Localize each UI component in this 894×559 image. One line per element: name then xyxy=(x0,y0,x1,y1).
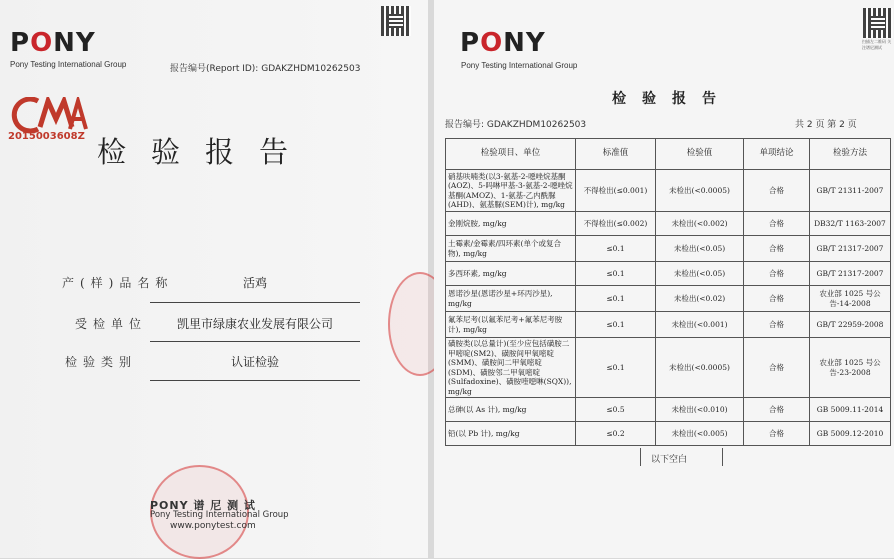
cma-text: CMA xyxy=(8,97,11,98)
page-info: 共 2 页 第 2 页 xyxy=(795,120,857,130)
table-header: 标准值 xyxy=(576,139,656,170)
table-cell: 合格 xyxy=(744,338,810,398)
table-header: 单项结论 xyxy=(744,139,810,170)
table-cell: ≤0.1 xyxy=(576,236,656,262)
table-cell: GB 5009.12-2010 xyxy=(810,422,891,446)
field-label-product: 产(样)品名称 xyxy=(62,276,174,290)
table-cell: 未检出(<0.05) xyxy=(656,236,744,262)
table-cell: 多西环素, mg/kg xyxy=(446,262,576,286)
table-cell: GB/T 21317-2007 xyxy=(810,262,891,286)
table-tail-divider xyxy=(722,448,723,466)
table-cell: 土霉素/金霉素/四环素(单个或复合物), mg/kg xyxy=(446,236,576,262)
table-cell: ≤0.1 xyxy=(576,262,656,286)
table-cell: 合格 xyxy=(744,212,810,236)
qr-code-icon xyxy=(381,6,411,36)
logo-subtitle: Pony Testing International Group xyxy=(461,61,578,70)
table-cell: GB/T 21317-2007 xyxy=(810,236,891,262)
table-row xyxy=(446,262,891,286)
qr-code-icon xyxy=(863,8,893,38)
table-cell: 未检出(<0.02) xyxy=(656,286,744,312)
table-cell: 未检出(<0.005) xyxy=(656,422,744,446)
footer-brand: PONY 谱 尼 测 试 xyxy=(150,499,256,512)
divider xyxy=(150,302,360,303)
blank-below-note: 以下空白 xyxy=(651,455,688,465)
table-row xyxy=(446,422,891,446)
table-row xyxy=(446,236,891,262)
table-row xyxy=(446,398,891,422)
report-title: 检验报告 xyxy=(97,135,314,169)
table-row xyxy=(446,170,891,212)
field-label-inspection-type: 检验类别 xyxy=(65,355,138,369)
pony-logo: PONY xyxy=(460,28,546,58)
table-header: 检验项目、单位 xyxy=(446,139,576,170)
table-cell: 未检出(<0.05) xyxy=(656,262,744,286)
table-row xyxy=(446,286,891,312)
table-cell: 未检出(<0.0005) xyxy=(656,338,744,398)
divider xyxy=(150,341,360,342)
table-cell: DB32/T 1163-2007 xyxy=(810,212,891,236)
table-header: 检验方法 xyxy=(810,139,891,170)
table-cell: ≤0.2 xyxy=(576,422,656,446)
report-id-line: 报告编号(Report ID): GDAKZHDM10262503 xyxy=(170,64,361,74)
table-cell: 合格 xyxy=(744,286,810,312)
table-cell: 不得检出(≤0.002) xyxy=(576,212,656,236)
table-header-row xyxy=(446,139,891,170)
report-title: 检验报告 xyxy=(612,91,732,107)
footer-url: www.ponytest.com xyxy=(170,521,256,531)
table-header: 检验值 xyxy=(656,139,744,170)
table-cell: 合格 xyxy=(744,422,810,446)
table-row xyxy=(446,338,891,398)
field-value-inspected-unit: 凯里市绿康农业发展有限公司 xyxy=(176,317,333,331)
table-cell: 氟苯尼考(以氟苯尼考+氟苯尼考胺计), mg/kg xyxy=(446,312,576,338)
table-row xyxy=(446,312,891,338)
table-cell: 恩诺沙星(恩诺沙星+环丙沙星), mg/kg xyxy=(446,286,576,312)
table-cell: 铅(以 Pb 计), mg/kg xyxy=(446,422,576,446)
table-cell: 合格 xyxy=(744,236,810,262)
table-tail-divider xyxy=(640,448,641,466)
table-cell: 磺胺类(以总量计)(至少应包括磺胺二甲嘧啶(SM2)、磺胺间甲氧嘧啶(SMM)、磺胺间二甲氧嘧啶(SDM)、磺胺邻二甲氧嘧啶(Sulfadoxine)、磺胺喹噁啉(SQX)), mg/kg xyxy=(446,338,576,398)
table-cell: GB/T 21311-2007 xyxy=(810,170,891,212)
table-cell: ≤0.1 xyxy=(576,338,656,398)
table-cell: 总砷(以 As 计), mg/kg xyxy=(446,398,576,422)
table-cell: 未检出(<0.001) xyxy=(656,312,744,338)
field-label-inspected-unit: 受检单位 xyxy=(75,317,148,331)
table-cell: 农业部 1025 号公告-14-2008 xyxy=(810,286,891,312)
table-cell: 未检出(<0.010) xyxy=(656,398,744,422)
logo-subtitle: Pony Testing International Group xyxy=(10,60,127,69)
table-cell: 金刚烷胺, mg/kg xyxy=(446,212,576,236)
table-cell: 不得检出(≤0.001) xyxy=(576,170,656,212)
results-table xyxy=(445,138,891,446)
table-cell: 合格 xyxy=(744,312,810,338)
report-id-line: 报告编号: GDAKZHDM10262503 xyxy=(445,120,587,130)
table-cell: 未检出(<0.0005) xyxy=(656,170,744,212)
qr-caption: 扫描左二维码 关注谱尼测试 xyxy=(862,39,892,50)
field-value-product: 活鸡 xyxy=(242,276,267,290)
table-cell: ≤0.1 xyxy=(576,312,656,338)
pony-logo: PONY xyxy=(10,28,96,58)
table-cell: 农业部 1025 号公告-23-2008 xyxy=(810,338,891,398)
table-cell: GB 5009.11-2014 xyxy=(810,398,891,422)
footer-group: Pony Testing International Group xyxy=(150,510,289,520)
cma-number: 2015003608Z xyxy=(8,131,85,142)
table-cell: 未检出(<0.002) xyxy=(656,212,744,236)
table-cell: 合格 xyxy=(744,262,810,286)
table-cell: 合格 xyxy=(744,170,810,212)
table-cell: GB/T 22959-2008 xyxy=(810,312,891,338)
table-cell: 合格 xyxy=(744,398,810,422)
table-cell: 硝基呋喃类(以3-氨基-2-噁唑烷基酮(AOZ)、5-吗啉甲基-3-氨基-2-噁唑烷基酮(AMOZ)、1-氨基-乙内酰脲(AHD)、氨基脲(SEM)计), mg/kg xyxy=(446,170,576,212)
divider xyxy=(150,380,360,381)
table-row xyxy=(446,212,891,236)
field-value-inspection-type: 认证检验 xyxy=(230,355,279,369)
table-cell: ≤0.1 xyxy=(576,286,656,312)
table-cell: ≤0.5 xyxy=(576,398,656,422)
